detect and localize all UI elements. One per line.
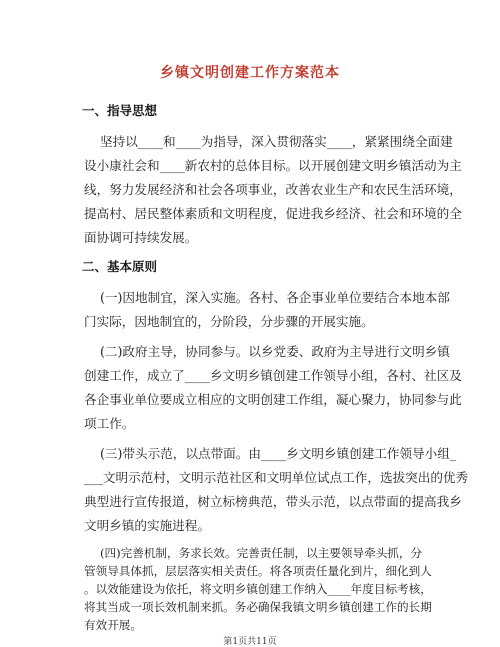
paragraph-line: 文明乡镇的实施进程。 (84, 518, 210, 533)
paragraph-line: (一)因地制宜，深入实施。各村、各企事业单位要结合本地本部 (100, 290, 450, 305)
paragraph-line: 线，努力发展经济和社会各项事业，改善农业生产和农民生活环境， (84, 182, 462, 197)
paragraph-line: 创建工作，成立了____乡文明乡镇创建工作领导小组，各村、社区及 (84, 368, 462, 383)
paragraph-line: 面协调可持续发展。 (84, 230, 198, 245)
paragraph-line: 。以效能建设为依托，将文明乡镇创建工作纳入____年度目标考核， (84, 582, 432, 596)
paragraph-line: 管领导具体抓，层层落实相关责任。将各项责任量化到片，细化到人 (84, 564, 432, 578)
paragraph-line: 将其当成一项长效机制来抓。务必确保我镇文明乡镇创建工作的长期 (84, 600, 432, 614)
paragraph-line: ___文明示范村，文明示范社区和文明单位试点工作，选拔突出的优秀 (84, 470, 469, 485)
document-title: 乡镇文明创建工作方案范本 (160, 65, 340, 81)
paragraph-line: 典型进行宣传报道，树立标榜典范，带头示范，以点带面的提高我乡 (84, 494, 462, 509)
paragraph-line: 各企事业单位要成立相应的文明创建工作组，凝心聚力，协同参与此 (84, 392, 462, 407)
paragraph-line: 门实际，因地制宜的，分阶段，分步骤的开展实施。 (84, 314, 374, 329)
paragraph-line: 项工作。 (84, 416, 135, 431)
paragraph-line: (二)政府主导，协同参与。以乡党委、政府为主导进行文明乡镇 (100, 344, 450, 359)
section-heading-guiding-ideology: 一、指导思想 (82, 103, 158, 118)
section-heading-basic-principles: 二、基本原则 (82, 259, 158, 274)
paragraph-line: 提高村、居民整体素质和文明程度，促进我乡经济、社会和环境的全 (84, 206, 462, 221)
paragraph-line: (四)完善机制，务求长效。完善责任制，以主要领导牵头抓，分 (100, 546, 423, 560)
paragraph-line: 有效开展。 (84, 618, 142, 632)
paragraph-line: 设小康社会和____新农村的总体目标。以开展创建文明乡镇活动为主 (84, 158, 462, 173)
page-footer: 第1页共11页 (223, 637, 277, 647)
paragraph-line: 坚持以____和____为指导，深入贯彻落实____，紧紧围绕全面建 (100, 134, 453, 149)
paragraph-line: (三)带头示范，以点带面。由____乡文明乡镇创建工作领导小组_ (100, 446, 457, 461)
